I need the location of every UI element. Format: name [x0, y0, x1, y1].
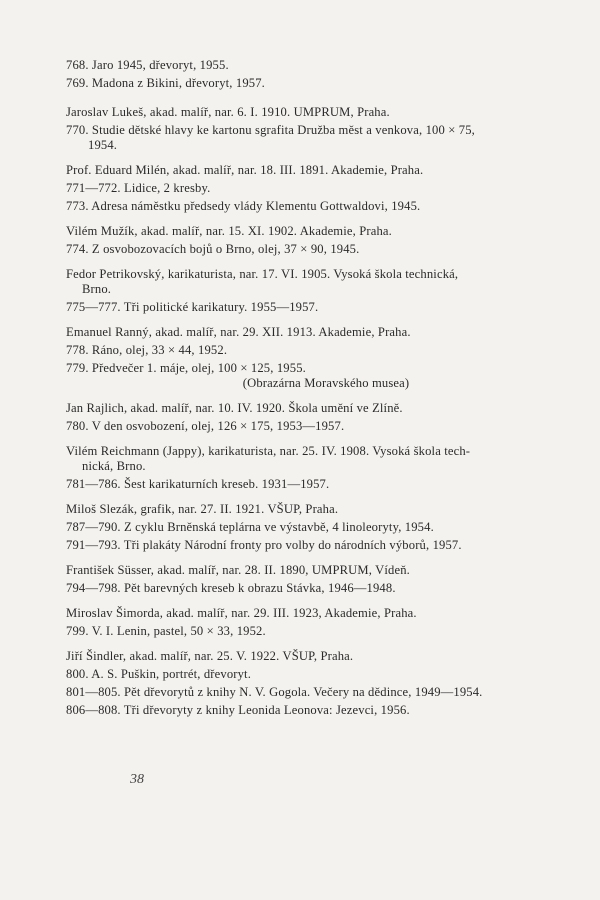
artist-simorda: Miroslav Šimorda, akad. malíř, nar. 29. III. 1923, Akademie, Praha.	[66, 606, 417, 620]
catalog-entry-800: 800. A. S. Puškin, portrét, dřevoryt.	[66, 667, 252, 681]
artist-lukes: Jaroslav Lukeš, akad. malíř, nar. 6. I. 1910. UMPRUM, Praha.	[66, 105, 390, 119]
artist-reichmann-line2: nická, Brno.	[82, 459, 146, 473]
artist-susser: František Süsser, akad. malíř, nar. 28. II. 1890, UMPRUM, Vídeň.	[66, 563, 410, 577]
catalog-entry-768: 768. Jaro 1945, dřevoryt, 1955.	[66, 58, 229, 72]
artist-petrikovsky-line1: Fedor Petrikovský, karikaturista, nar. 17. VI. 1905. Vysoká škola technická,	[66, 267, 459, 281]
catalog-entry-801-805: 801—805. Pět dřevorytů z knihy N. V. Gogola. Večery na dědince, 1949—1954.	[66, 685, 483, 699]
artist-reichmann-line1: Vilém Reichmann (Jappy), karikaturista, nar. 25. IV. 1908. Vysoká škola tech-	[66, 444, 471, 458]
catalog-entry-794-798: 794—798. Pět barevných kreseb k obrazu Stávka, 1946—1948.	[66, 581, 396, 595]
artist-reichmann	[64, 444, 564, 474]
catalog-entry-771-772: 771—772. Lidice, 2 kresby.	[66, 181, 211, 195]
catalog-entry-791-793: 791—793. Tři plakáty Národní fronty pro volby do národních výborů, 1957.	[66, 538, 462, 552]
catalog-entry-781-786: 781—786. Šest karikaturních kreseb. 1931—1957.	[66, 477, 330, 491]
artist-sindler: Jiří Šindler, akad. malíř, nar. 25. V. 1922. VŠUP, Praha.	[66, 649, 354, 663]
entry-779-line1: 779. Předvečer 1. máje, olej, 100 × 125, 1955.	[66, 361, 306, 375]
artist-slezak: Miloš Slezák, grafik, nar. 27. II. 1921. VŠUP, Praha.	[66, 502, 339, 516]
catalog-entry-780: 780. V den osvobození, olej, 126 × 175, 1953—1957.	[66, 419, 345, 433]
catalog-entry-779	[64, 361, 564, 391]
catalog-entry-769: 769. Madona z Bikini, dřevoryt, 1957.	[66, 76, 265, 90]
artist-rajlich: Jan Rajlich, akad. malíř, nar. 10. IV. 1920. Škola umění ve Zlíně.	[66, 401, 403, 415]
catalog-entry-778: 778. Ráno, olej, 33 × 44, 1952.	[66, 343, 228, 357]
artist-muzik: Vilém Mužík, akad. malíř, nar. 15. XI. 1902. Akademie, Praha.	[66, 224, 392, 238]
catalog-entry-787-790: 787—790. Z cyklu Brněnská teplárna ve výstavbě, 4 linoleoryty, 1954.	[66, 520, 434, 534]
entry-770-line2: 1954.	[88, 138, 118, 152]
catalog-entry-773: 773. Adresa náměstku předsedy vlády Klementu Gottwaldovi, 1945.	[66, 199, 421, 213]
entry-779-note: (Obrazárna Moravského musea)	[242, 376, 410, 390]
catalog-entry-806-808: 806—808. Tři dřevoryty z knihy Leonida Leonova: Jezevci, 1956.	[66, 703, 410, 717]
catalog-entry-774: 774. Z osvobozovacích bojů o Brno, olej, 37 × 90, 1945.	[66, 242, 360, 256]
artist-petrikovsky	[64, 267, 564, 297]
artist-petrikovsky-line2: Brno.	[82, 282, 112, 296]
artist-ranny: Emanuel Ranný, akad. malíř, nar. 29. XII. 1913. Akademie, Praha.	[66, 325, 411, 339]
catalog-entry-770	[64, 123, 564, 153]
catalog-entry-775-777: 775—777. Tři politické karikatury. 1955—1957.	[66, 300, 319, 314]
catalog-entry-799: 799. V. I. Lenin, pastel, 50 × 33, 1952.	[66, 624, 266, 638]
artist-milen: Prof. Eduard Milén, akad. malíř, nar. 18. III. 1891. Akademie, Praha.	[66, 163, 424, 177]
page-number: 38	[130, 772, 144, 787]
entry-770-line1: 770. Studie dětské hlavy ke kartonu sgrafita Družba měst a venkova, 100 × 75,	[66, 123, 475, 137]
